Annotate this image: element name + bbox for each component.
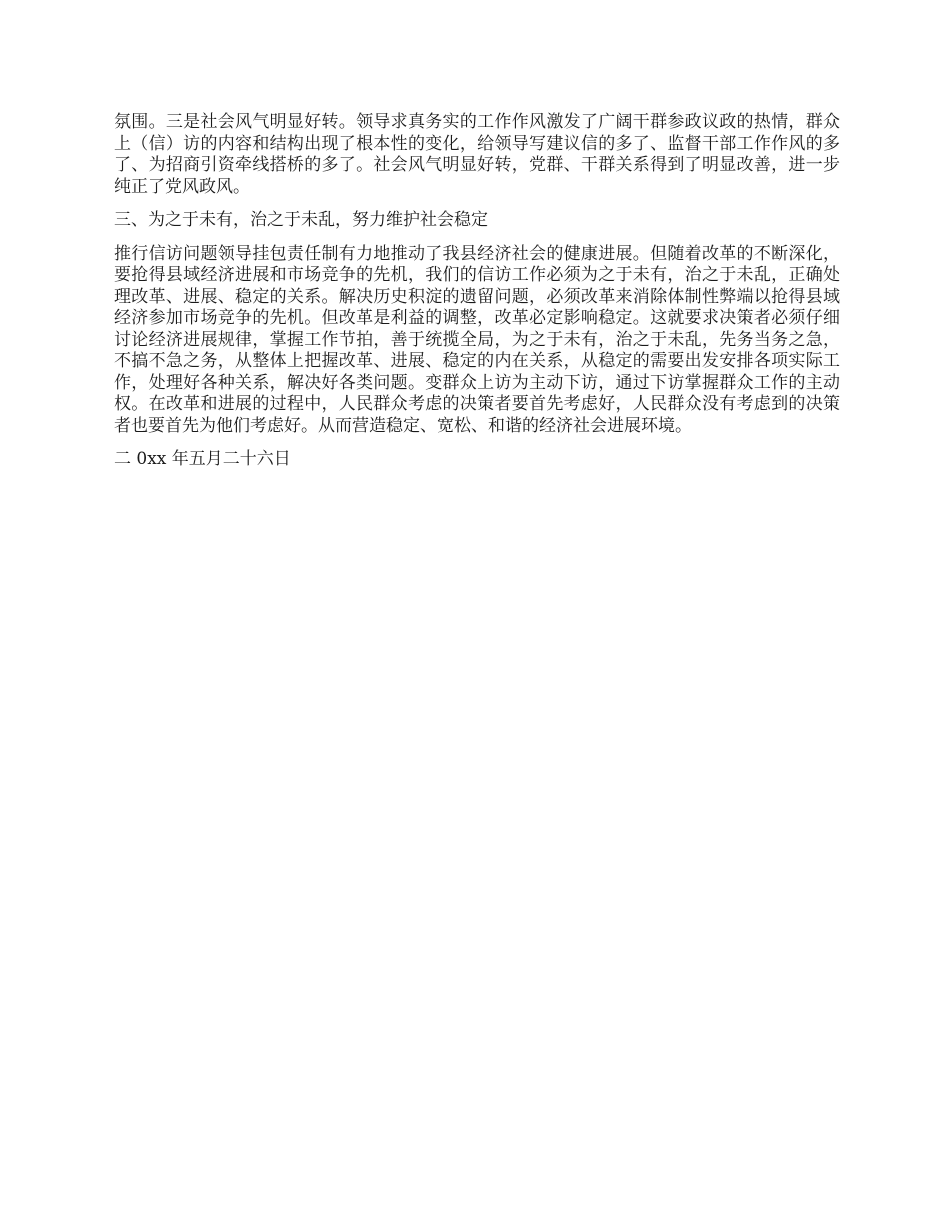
document-date: 二 0xx 年五月二十六日 xyxy=(114,449,291,469)
paragraph-social-atmosphere: 氛围。三是社会风气明显好转。领导求真务实的工作作风激发了广阔干群参政议政的热情，群众上（信）访的内容和结构出现了根本性的变化，给领导写建议信的多了、监督干部工作作风的多了、为招商引资牵线搭桥的多了。社会风气明显好转，党群、干群关系得到了明显改善，进一步纯正了党风政风。 xyxy=(114,112,840,197)
section-heading-3: 三、为之于未有，治之于未乱，努力维护社会稳定 xyxy=(114,210,488,230)
document-body xyxy=(114,112,840,471)
paragraph-stability: 推行信访问题领导挂包责任制有力地推动了我县经济社会的健康进展。但随着改革的不断深化，要抢得县域经济进展和市场竞争的先机，我们的信访工作必须为之于未有，治之于未乱，正确处理改革、进展、稳定的关系。解决历史积淀的遗留问题，必须改革来消除体制性弊端以抢得县域经济参加市场竞争的先机。但改革是利益的调整，改革必定影响稳定。这就要求决策者必须仔细讨论经济进展规律，掌握工作节拍，善于统揽全局，为之于未有，治之于未乱，先务当务之急，不搞不急之务，从整体上把握改革、进展、稳定的内在关系，从稳定的需要出发安排各项实际工作，处理好各种关系，解决好各类问题。变群众上访为主动下访，通过下访掌握群众工作的主动权。在改革和进展的过程中，人民群众考虑的决策者要首先考虑好，人民群众没有考虑到的决策者也要首先为他们考虑好。从而营造稳定、宽松、和谐的经济社会进展环境。 xyxy=(114,243,840,436)
